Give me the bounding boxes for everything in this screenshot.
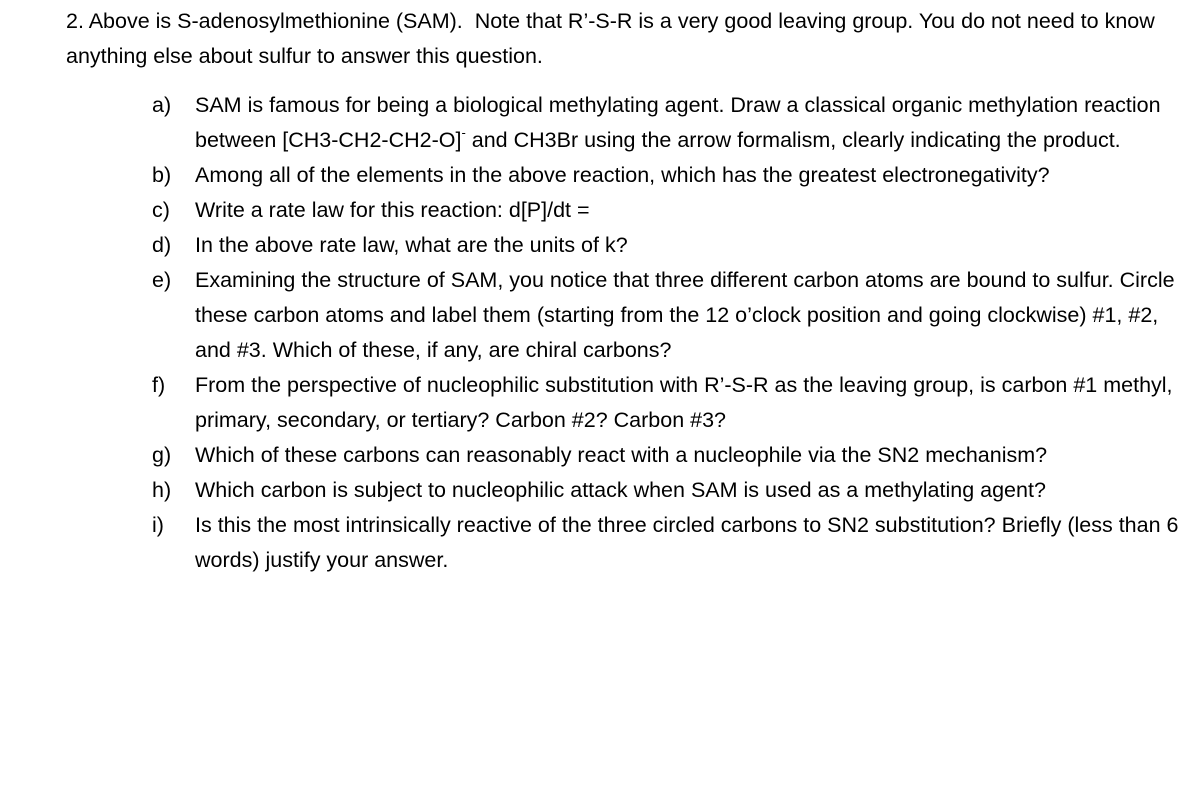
- subquestion-text: Among all of the elements in the above reaction, which has the greatest electronegativity?: [195, 163, 1050, 187]
- subquestion-letter: c): [152, 198, 170, 222]
- subquestion-letter: f): [152, 373, 166, 397]
- subquestion-text: Write a rate law for this reaction: d[P]/dt =: [195, 198, 590, 222]
- subquestion-g: [0, 438, 1200, 473]
- subquestion-a: [0, 88, 1200, 158]
- subquestion-letter: h): [152, 478, 172, 502]
- subquestion-text: Which carbon is subject to nucleophilic attack when SAM is used as a methylating agent?: [195, 478, 1046, 502]
- subquestion-text: In the above rate law, what are the units of k?: [195, 233, 628, 257]
- subquestion-text: Examining the structure of SAM, you notice that three different carbon atoms are bound to sulfur. Circle these carbon atoms and label them (starting from the 12 o’clock position and going clockwise) #1, #2, and #3. Which of these, if any, are chiral carbons?: [195, 268, 1175, 362]
- subquestion-e: [0, 263, 1200, 368]
- subquestion-letter: g): [152, 443, 172, 467]
- subquestion-letter: i): [152, 513, 164, 537]
- subquestion-text: From the perspective of nucleophilic substitution with R’-S-R as the leaving group, is carbon #1 methyl, primary, secondary, or tertiary? Carbon #2? Carbon #3?: [195, 373, 1173, 432]
- subquestion-i: [0, 508, 1200, 578]
- subquestion-letter: a): [152, 93, 172, 117]
- subquestion-list: [0, 88, 1200, 578]
- subquestion-text: Which of these carbons can reasonably react with a nucleophile via the SN2 mechanism?: [195, 443, 1048, 467]
- subquestion-b: [0, 158, 1200, 193]
- subquestion-h: [0, 473, 1200, 508]
- subquestion-f: [0, 368, 1200, 438]
- question-intro: 2. Above is S-adenosylmethionine (SAM). Note that R’-S-R is a very good leaving group. You do not need to know anything else about sulfur to answer this question.: [66, 9, 1161, 68]
- subquestion-text: [195, 88, 1190, 158]
- charge-superscript: -: [461, 124, 466, 140]
- subquestion-c: [0, 193, 1200, 228]
- subquestion-letter: b): [152, 163, 172, 187]
- subquestion-letter: d): [152, 233, 172, 257]
- subquestion-text: Is this the most intrinsically reactive of the three circled carbons to SN2 substitution? Briefly (less than 6 words) justify your answer.: [195, 513, 1179, 572]
- subquestion-d: [0, 228, 1200, 263]
- subquestion-letter: e): [152, 268, 172, 292]
- subquestion-text-part: SAM is famous for being a biological methylating agent. Draw a classical organic methylation reaction between [CH3-CH2-CH2-O]: [195, 93, 1161, 152]
- subquestion-text-part: and CH3Br using the arrow formalism, clearly indicating the product.: [465, 128, 1121, 152]
